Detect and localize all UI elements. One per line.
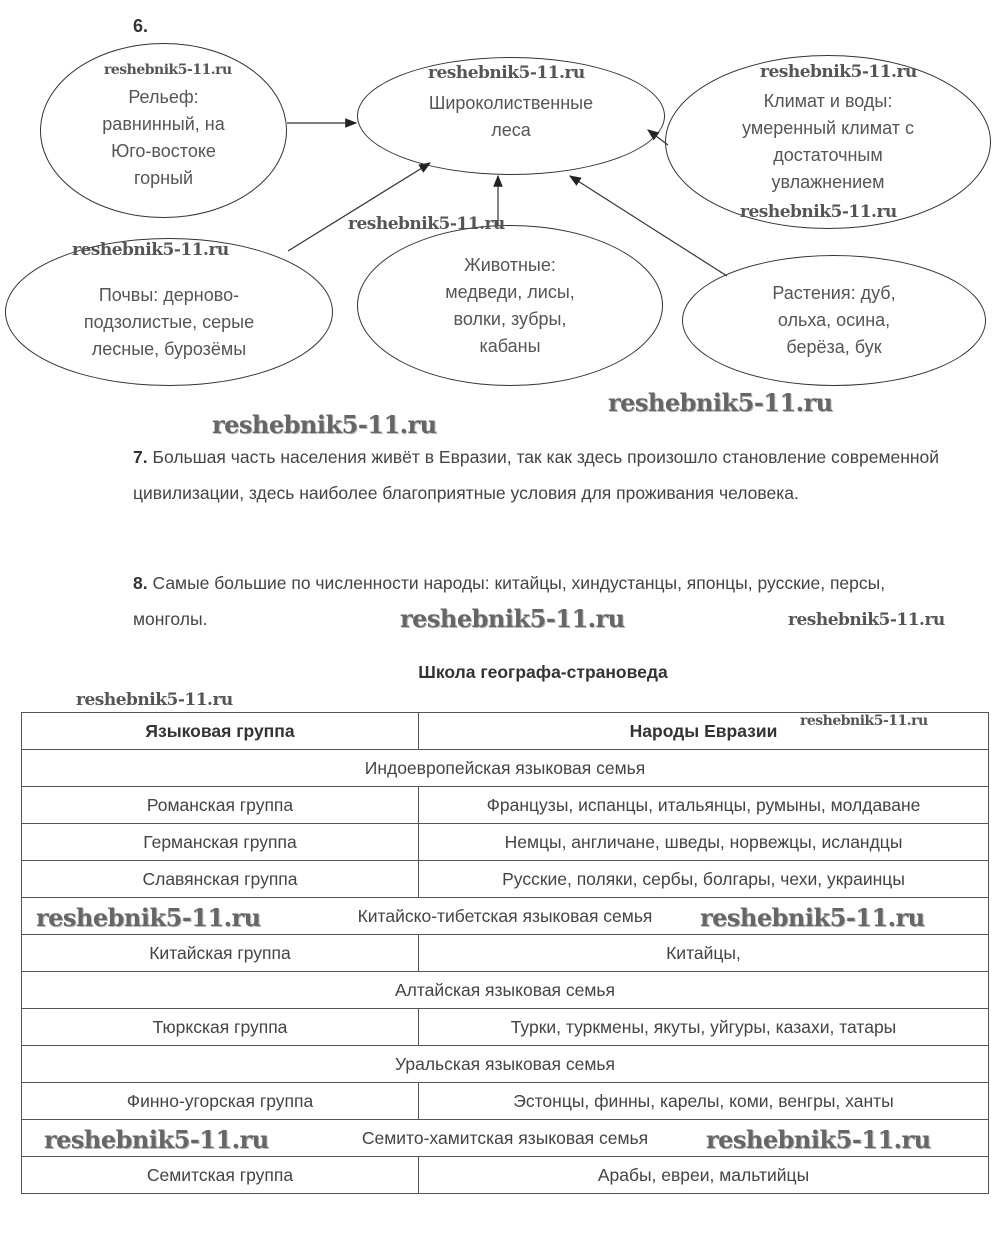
watermark: reshebnik5-11.ru: [104, 62, 232, 78]
node-line: горный: [133, 167, 194, 188]
table-row: [22, 824, 989, 861]
family-cell: Уральская языковая семья: [22, 1046, 989, 1083]
node-line: равнинный, на: [102, 113, 225, 134]
group-cell: Китайская группа: [22, 935, 419, 972]
animals-node: [357, 225, 663, 386]
watermark: reshebnik5-11.ru: [740, 202, 897, 222]
family-cell: Семито-хамитская языковая семья: [22, 1120, 989, 1157]
node-line: Рельеф:: [128, 86, 199, 107]
languages-table: [21, 712, 989, 1194]
watermark: reshebnik5-11.ru: [800, 713, 928, 729]
table-row: [22, 787, 989, 824]
node-line: волки, зубры,: [453, 308, 567, 329]
family-cell: Китайско-тибетская языковая семья: [22, 898, 989, 935]
node-line: подзолистые, серые: [83, 311, 255, 332]
task-7: [133, 439, 973, 511]
watermark: reshebnik5-11.ru: [706, 1125, 931, 1154]
plants-node: [682, 255, 986, 386]
header-peoples: Народы Евразии: [419, 713, 989, 750]
peoples-cell: Эстонцы, финны, карелы, коми, венгры, ханты: [419, 1083, 989, 1120]
group-cell: Семитская группа: [22, 1157, 419, 1194]
node-line: достаточным: [773, 145, 883, 165]
node-line: умеренный климат с: [742, 118, 914, 138]
group-cell: Славянская группа: [22, 861, 419, 898]
watermark: reshebnik5-11.ru: [72, 240, 229, 260]
watermark: reshebnik5-11.ru: [348, 214, 505, 234]
node-line: Юго-востоке: [111, 140, 216, 161]
family-cell: Индоевропейская языковая семья: [22, 750, 989, 787]
table-row: [22, 861, 989, 898]
task-8-text: Самые большие по численности народы: китайцы, хиндустанцы, японцы, русские, персы, монголы.: [133, 573, 886, 629]
table-row: [22, 1009, 989, 1046]
node-line: Широколиственные: [428, 93, 594, 113]
group-cell: Германская группа: [22, 824, 419, 861]
node-line: увлажнением: [771, 172, 885, 192]
node-line: ольха, осина,: [777, 310, 891, 330]
watermark: reshebnik5-11.ru: [760, 62, 917, 82]
node-line: лесные, бурозёмы: [91, 338, 247, 359]
table-row: [22, 1083, 989, 1120]
task-7-number: 7.: [133, 447, 148, 467]
arrow-soils: [288, 163, 430, 251]
table-title: Школа географа-страноведа: [418, 662, 668, 682]
watermark: reshebnik5-11.ru: [608, 388, 833, 417]
family-row: [22, 972, 989, 1009]
table-row: [22, 1157, 989, 1194]
node-line: леса: [491, 120, 531, 140]
node-line: Животные:: [464, 254, 556, 275]
table-row: [22, 935, 989, 972]
watermark: reshebnik5-11.ru: [788, 610, 945, 630]
peoples-cell: Русские, поляки, сербы, болгары, чехи, украинцы: [419, 861, 989, 898]
task-8-number: 8.: [133, 573, 148, 593]
watermark: reshebnik5-11.ru: [36, 903, 261, 932]
family-cell: Алтайская языковая семья: [22, 972, 989, 1009]
node-line: берёза, бук: [786, 337, 882, 357]
peoples-cell: Французы, испанцы, итальянцы, румыны, молдаване: [419, 787, 989, 824]
group-cell: Романская группа: [22, 787, 419, 824]
node-line: Растения: дуб,: [772, 283, 896, 303]
watermark: reshebnik5-11.ru: [212, 410, 437, 439]
soils-node: [5, 238, 333, 386]
family-row: [22, 1046, 989, 1083]
watermark: reshebnik5-11.ru: [700, 903, 925, 932]
peoples-cell: Китайцы,: [419, 935, 989, 972]
task-7-text: Большая часть населения живёт в Евразии, так как здесь произошло становление современной цивилизации, здесь наиболее благоприятные условия для проживания человека.: [133, 447, 940, 503]
watermark: reshebnik5-11.ru: [428, 63, 585, 83]
group-cell: Тюркская группа: [22, 1009, 419, 1046]
header-group: Языковая группа: [22, 713, 419, 750]
task-6-number: 6.: [133, 16, 149, 36]
peoples-cell: Турки, туркмены, якуты, уйгуры, казахи, татары: [419, 1009, 989, 1046]
peoples-cell: Немцы, англичане, шведы, норвежцы, исландцы: [419, 824, 989, 861]
family-row: [22, 750, 989, 787]
node-line: медведи, лисы,: [445, 281, 575, 302]
group-cell: Финно-угорская группа: [22, 1083, 419, 1120]
watermark: reshebnik5-11.ru: [76, 690, 233, 710]
watermark: reshebnik5-11.ru: [44, 1125, 269, 1154]
watermark: reshebnik5-11.ru: [400, 604, 625, 633]
node-line: Климат и воды:: [763, 91, 893, 111]
node-line: Почвы: дерново-: [98, 284, 240, 305]
node-line: кабаны: [479, 335, 541, 356]
peoples-cell: Арабы, евреи, мальтийцы: [419, 1157, 989, 1194]
